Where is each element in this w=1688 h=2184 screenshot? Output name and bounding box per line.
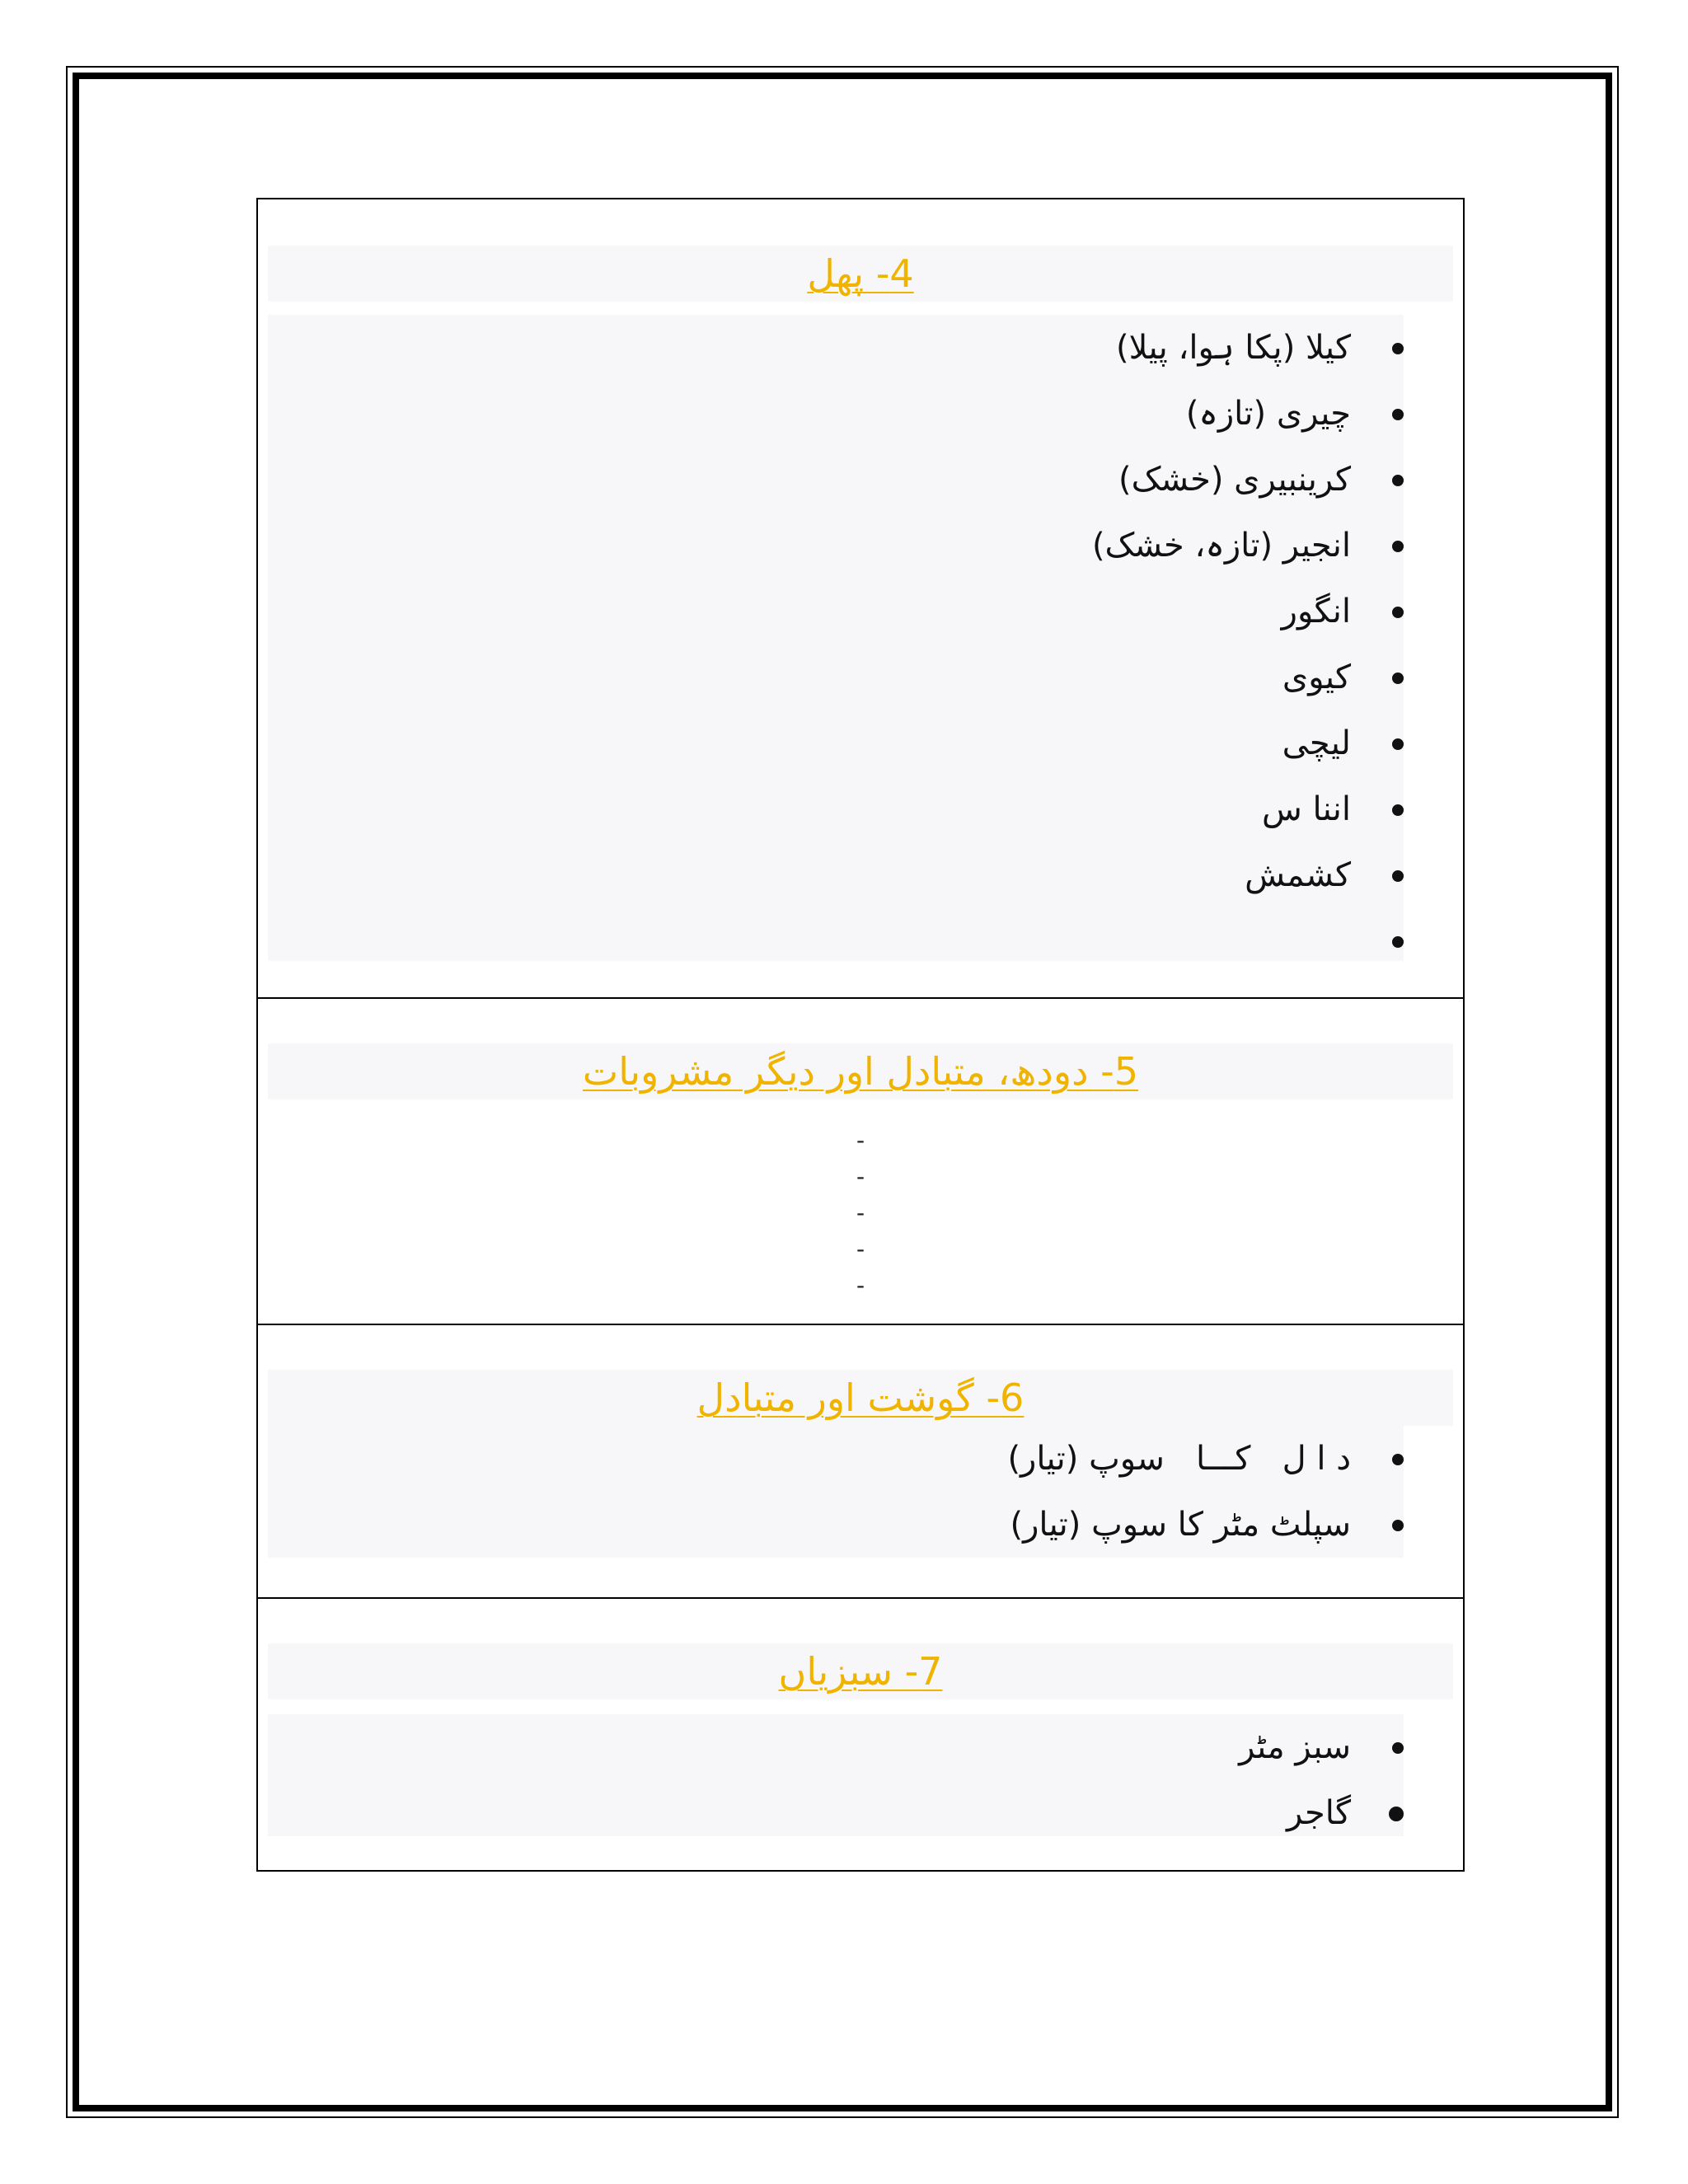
bullet-icon	[1392, 804, 1404, 816]
list-item: کشمش	[268, 842, 1404, 908]
list-item: کرینبیری (خشک)	[268, 447, 1404, 513]
list-item: انگور	[268, 579, 1404, 644]
bullet-icon	[1392, 409, 1404, 420]
dash-item: -	[856, 1163, 865, 1190]
dash-item: -	[856, 1272, 865, 1299]
bullet-icon	[1392, 541, 1404, 552]
bullet-icon	[1392, 936, 1404, 948]
list-item: کیلا (پکا ہوا، پیلا)	[268, 315, 1404, 381]
bullet-icon	[1392, 343, 1404, 354]
dash-item: -	[856, 1235, 865, 1263]
heading-band-fruits	[268, 246, 1453, 302]
list-band-vegetables	[268, 1714, 1404, 1836]
list-item: اننا س	[268, 776, 1404, 842]
bullet-icon	[1392, 1742, 1404, 1754]
dash-item: -	[856, 1199, 865, 1226]
list-item: لیچی	[268, 710, 1404, 776]
bullet-icon	[1392, 738, 1404, 750]
section-vegetables	[258, 1597, 1463, 1873]
list-item	[268, 908, 1404, 974]
list-item: کیوی	[268, 644, 1404, 710]
bullet-icon	[1392, 1520, 1404, 1531]
heading-band-vegetables	[268, 1643, 1453, 1699]
section-milk	[258, 997, 1463, 1324]
vegetables-list	[268, 1714, 1404, 1846]
list-item: چیری (تازہ)	[268, 381, 1404, 447]
fruits-list	[268, 315, 1404, 974]
heading-band-meat	[268, 1370, 1453, 1426]
content-frame	[256, 198, 1465, 1872]
list-band-meat	[268, 1426, 1404, 1558]
section-fruits	[258, 199, 1463, 997]
bullet-icon	[1389, 1807, 1404, 1821]
list-item: سپلٹ مٹر کا سوپ (تیار)	[268, 1492, 1404, 1558]
heading-band-milk	[268, 1043, 1453, 1099]
heading-meat: 6- گوشت اور متبادل	[696, 1376, 1025, 1420]
list-band-fruits	[268, 315, 1404, 961]
list-item: سبز مٹر	[268, 1714, 1404, 1780]
milk-dash-list	[258, 1122, 1463, 1304]
heading-vegetables: 7- سبزیاں	[778, 1649, 943, 1694]
bullet-icon	[1392, 673, 1404, 684]
heading-milk: 5- دودھ، متبادل اور دیگر مشروبات	[582, 1049, 1139, 1094]
bullet-icon	[1392, 1454, 1404, 1465]
list-item: گاجر	[268, 1780, 1404, 1846]
bullet-icon	[1392, 607, 1404, 618]
bullet-icon	[1392, 475, 1404, 486]
meat-list	[268, 1426, 1404, 1558]
bullet-icon	[1392, 870, 1404, 882]
dash-item: -	[856, 1127, 865, 1154]
section-meat	[258, 1324, 1463, 1597]
list-item: د ا ل کـــا سوپ (تیار)	[268, 1426, 1404, 1492]
list-item: انجیر (تازہ، خشک)	[268, 513, 1404, 579]
heading-fruits: 4- پھل	[807, 251, 914, 296]
